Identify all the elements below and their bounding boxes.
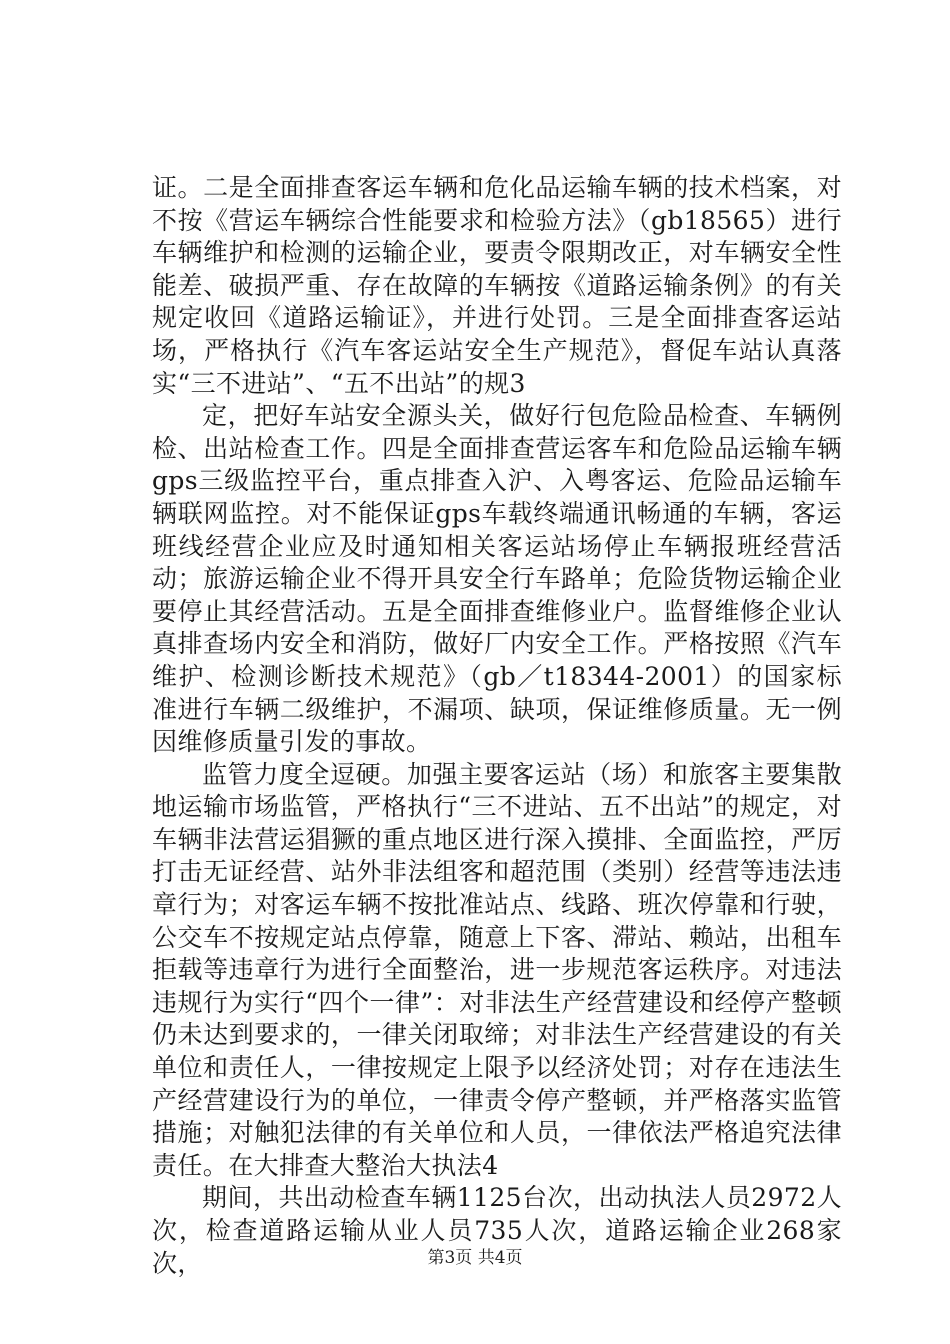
paragraph-4: 期间，共出动检查车辆1125台次，出动执法人员2972人次，检查道路运输从业人员735人次，道路运输企业268家次，	[152, 1183, 842, 1278]
document-body	[152, 172, 842, 1280]
page-footer: 第3页 共4页	[427, 1248, 523, 1268]
paragraph-3: 监管力度全逗硬。加强主要客运站（场）和旅客主要集散地运输市场监管，严格执行“三不进站、五不出站”的规定，对车辆非法营运猖獗的重点地区进行深入摸排、全面监控，严厉打击无证经营、站外非法组客和超范围（类别）经营等违法违章行为；对客运车辆不按批准站点、线路、班次停靠和行驶，公交车不按规定站点停靠，随意上下客、滞站、赖站，出租车拒载等违章行为进行全面整治，进一步规范客运秩序。对违法违规行为实行“四个一律”：对非法生产经营建设和经停产整顿仍未达到要求的，一律关闭取缔；对非法生产经营建设的有关单位和责任人，一律按规定上限予以经济处罚；对存在违法生产经营建设行为的单位，一律责令停产整顿，并严格落实监管措施；对触犯法律的有关单位和人员，一律依法严格追究法律责任。在大排查大整治大执法4	[152, 759, 842, 1180]
paragraph-2: 定，把好车站安全源头关，做好行包危险品检查、车辆例检、出站检查工作。四是全面排查营运客车和危险品运输车辆gps三级监控平台，重点排查入沪、入粤客运、危险品运输车辆联网监控。对不能保证gps车载终端通讯畅通的车辆，客运班线经营企业应及时通知相关客运站场停止车辆报班经营活动；旅游运输企业不得开具安全行车路单；危险货物运输企业要停止其经营活动。五是全面排查维修业户。监督维修企业认真排查场内安全和消防，做好厂内安全工作。严格按照《汽车维护、检测诊断技术规范》（gb／t18344-2001）的国家标准进行车辆二级维护，不漏项、缺项，保证维修质量。无一例因维修质量引发的事故。	[152, 401, 842, 757]
paragraph-1: 证。二是全面排查客运车辆和危化品运输车辆的技术档案，对不按《营运车辆综合性能要求和检验方法》（gb18565）进行车辆维护和检测的运输企业，要责令限期改正，对车辆安全性能差、破损严重、存在故障的车辆按《道路运输条例》的有关规定收回《道路运输证》，并进行处罚。三是全面排查客运站场，严格执行《汽车客运站安全生产规范》，督促车站认真落实“三不进站”、“五不出站”的规3	[152, 173, 842, 398]
